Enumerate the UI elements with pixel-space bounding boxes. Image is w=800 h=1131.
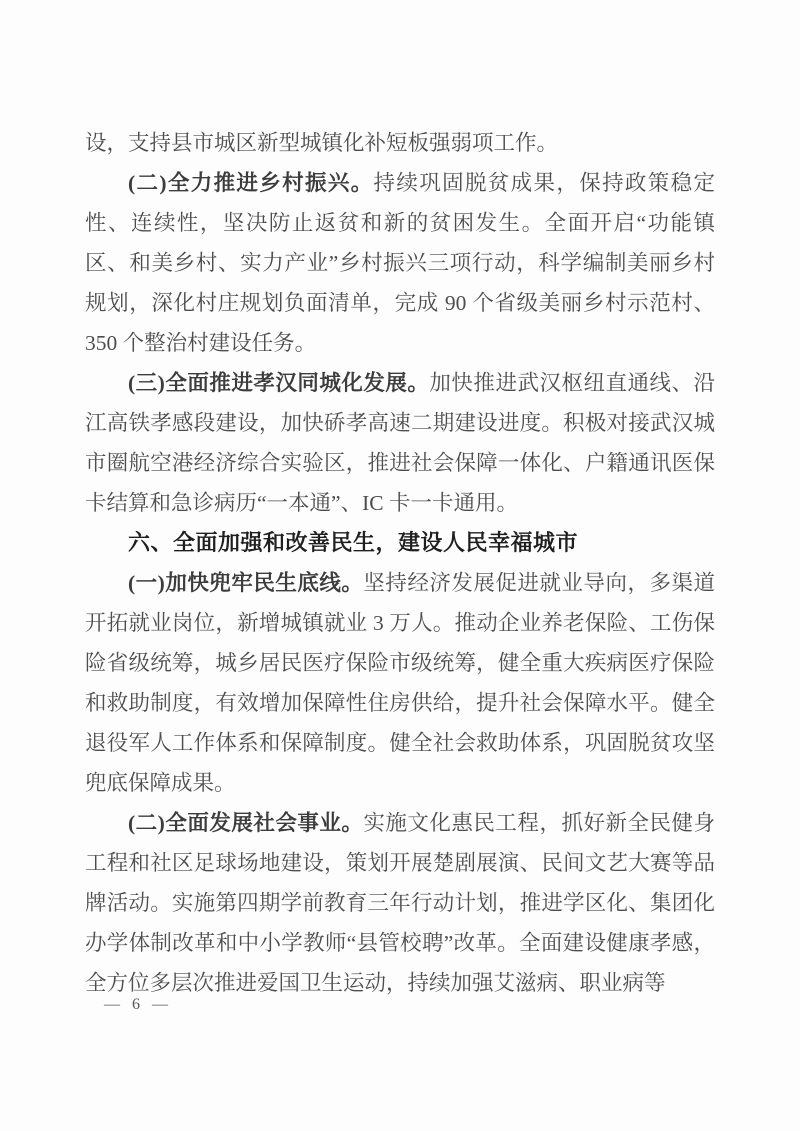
paragraph-text: 设，支持县市城区新型城镇化补短板强弱项工作。 [85, 131, 559, 155]
page-number: — 6 — [104, 996, 172, 1013]
paragraph-lead: (二)全力推进乡村振兴。 [128, 171, 374, 195]
paragraph-continuation [85, 123, 715, 163]
paragraph-rural-revitalization [85, 163, 715, 363]
paragraph-social-undertakings [85, 803, 715, 1003]
paragraph-text: 持续巩固脱贫成果，保持政策稳定性、连续性，坚决防止返贫和新的贫困发生。全面开启“功能镇区、和美乡村、实力产业”乡村振兴三项行动，科学编制美丽乡村规划，深化村庄规划负面清单，完成 90 个省级美丽乡村示范村、350 个整治村建设任务。 [85, 171, 715, 355]
paragraph-lead: (二)全面发展社会事业。 [128, 811, 364, 835]
document-content [85, 123, 715, 1003]
paragraph-text: 实施文化惠民工程，抓好新全民健身工程和社区足球场地建设，策划开展楚剧展演、民间文艺大赛等品牌活动。实施第四期学前教育三年行动计划，推进学区化、集团化办学体制改革和中小学教师“县管校聘”改革。全面建设健康孝感，全方位多层次推进爱国卫生运动，持续加强艾滋病、职业病等 [85, 811, 715, 995]
paragraph-text: 坚持经济发展促进就业导向，多渠道开拓就业岗位，新增城镇就业 3 万人。推动企业养老保险、工伤保险省级统筹，城乡居民医疗保险市级统筹，健全重大疾病医疗保险和救助制度，有效增加保障性住房供给，提升社会保障水平。健全退役军人工作体系和保障制度。健全社会救助体系，巩固脱贫攻坚兜底保障成果。 [85, 571, 715, 795]
section-heading: 六、全面加强和改善民生，建设人民幸福城市 [128, 530, 579, 555]
paragraph-text: 加快推进武汉枢纽直通线、沿江高铁孝感段建设，加快硚孝高速二期建设进度。积极对接武汉城市圈航空港经济综合实验区，推进社会保障一体化、户籍通讯医保卡结算和急诊病历“一本通”、IC 卡一卡通用。 [85, 371, 715, 515]
paragraph-lead: (一)加快兜牢民生底线。 [128, 571, 364, 595]
paragraph-lead: (三)全面推进孝汉同城化发展。 [128, 371, 430, 395]
paragraph-livelihood-bottom-line [85, 563, 715, 803]
paragraph-xiaohan-integration [85, 363, 715, 523]
